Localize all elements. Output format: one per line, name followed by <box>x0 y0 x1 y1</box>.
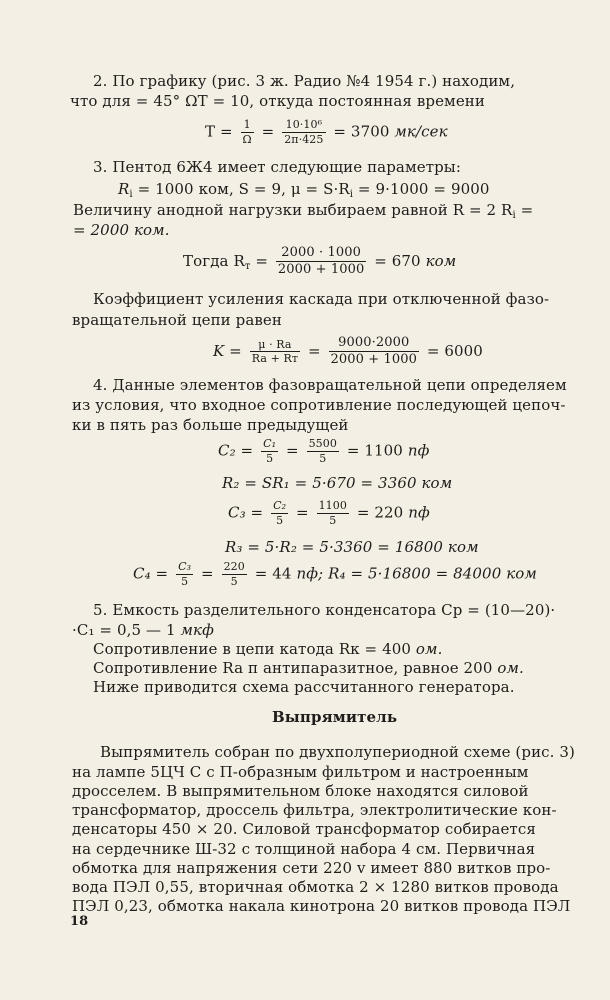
section-line: обмотка для напряжения сети 220 v имеет 880 витков про- <box>72 859 551 877</box>
section-line: Выпрямитель собран по двухполупериодной схеме (рис. 3) <box>100 743 576 761</box>
p3-line3: Величину анодной нагрузки выбираем равной R = 2 $R_i$ = <box>73 201 534 221</box>
gain-frac2: $\frac{9000\cdot 2000}{2000 + 1000}$ <box>330 335 417 368</box>
gain-frac1: $\frac{\mu \cdot Ra}{Ra + Rт}$ <box>251 337 299 366</box>
section-line: на сердечнике Ш-32 с толщиной набора 4 см. Первичная <box>72 840 536 858</box>
section-line: на лампе 5ЦЧ С с П-образным фильтром и настроенным <box>72 763 529 781</box>
p2-unit: мк/сек <box>394 122 448 141</box>
p4-c3-frac2: $\frac{1100}{5}$ <box>318 499 347 527</box>
p4-c4-frac2: $\frac{220}{5}$ <box>223 560 245 588</box>
section-line: трансформатор, дроссель фильтра, электролитические кон- <box>72 801 557 819</box>
p4-line3: ки в пять раз больше предыдущей <box>72 416 349 434</box>
p2-frac2: $\frac{\text{10·10⁶}}{2\pi\cdot 425}$ <box>284 118 324 146</box>
gain-line1: Коэффициент усиления каскада при отключенной фазо- <box>93 290 550 308</box>
section-title: Выпрямитель <box>272 708 398 726</box>
p3-line1: 3. Пентод 6Ж4 имеет следующие параметры: <box>93 158 461 176</box>
p4-formula-c3: C₃ = $\frac{\text{C₂}}{5}$ = $\frac{1100}{5}$ = 220 пф <box>228 499 430 527</box>
p2-result: = 3700 <box>333 122 390 141</box>
p2-frac1: $\frac{1}{\Omega}$ <box>242 118 252 146</box>
page-number: 18 <box>70 914 89 929</box>
section-line: вода ПЭЛ 0,55, вторичная обмотка 2 × 1280 витков провода <box>72 878 559 896</box>
p4-c4-frac1: $\frac{\text{C₃}}{5}$ <box>178 560 192 588</box>
p4-c2-frac2: $\frac{5500}{5}$ <box>308 437 337 465</box>
p4-line2: из условия, что входное сопротивление последующей цепоч- <box>72 396 566 414</box>
p4-line1: 4. Данные элементов фазовращательной цепи определяем <box>93 376 567 394</box>
p2-formula-lhs: T = <box>205 122 233 141</box>
p2-formula: T = $\frac{1}{\Omega}$ = $\frac{\text{10·10⁶}}{2\pi\cdot 425}$ = 3700 мк/сек <box>205 118 448 146</box>
gain-line2: вращательной цепи равен <box>72 311 282 329</box>
p4-formula-c4: C₄ = $\frac{\text{C₃}}{5}$ = $\frac{220}{5}$ = 44 пф; R₄ = 5·16800 = 84000 ком <box>133 560 537 588</box>
section-line: денсаторы 450 × 20. Силовой трансформатор собирается <box>72 820 536 838</box>
p5-line5: Ниже приводится схема рассчитанного генератора. <box>93 678 515 696</box>
p5-line2: ·C₁ = 0,5 — 1 мкф <box>72 621 214 639</box>
gain-formula: K = $\frac{\mu \cdot Ra}{Ra + Rт}$ = $\frac{9000\cdot 2000}{2000 + 1000}$ = 6000 <box>213 335 483 368</box>
p5-line4: Сопротивление Ra п антипаразитное, равное 200 ом. <box>93 659 524 677</box>
p4-formula-r2: R₂ = SR₁ = 5·670 = 3360 ком <box>222 474 453 492</box>
p5-line3: Сопротивление в цепи катода Rк = 400 ом. <box>93 640 443 658</box>
p2-line2: что для = 45° ΩТ = 10, откуда постоянная времени <box>70 92 485 110</box>
section-line: дросселем. В выпрямительном блоке находятся силовой <box>72 782 529 800</box>
p4-c3-frac1: $\frac{\text{C₂}}{5}$ <box>273 499 287 527</box>
p4-formula-c2: C₂ = $\frac{\text{C₁}}{5}$ = $\frac{5500}{5}$ = 1100 пф <box>218 437 430 465</box>
p2-line1: 2. По графику (рис. 3 ж. Радио №4 1954 г.) находим, <box>93 72 516 90</box>
p3-then-frac: $\frac{2000 \cdot 1000}{2000 + 1000}$ <box>277 245 365 278</box>
p3-then-formula: Тогда $R_т$ = $\frac{2000 \cdot 1000}{2000 + 1000}$ = 670 ком <box>183 245 457 278</box>
p3-line2: $R_i = 1000$ ком, S = 9, $\mu = S\cdot R_i = 9\cdot 1000 = 9000$ <box>118 180 490 200</box>
p3-line4: = 2000 ком. <box>73 221 170 239</box>
p4-c2-frac1: $\frac{\text{C₁}}{5}$ <box>263 437 277 465</box>
section-line: ПЭЛ 0,23, обмотка накала кинотрона 20 витков провода ПЭЛ <box>72 897 571 915</box>
p5-line1: 5. Емкость разделительного конденсатора Cр = (10—20)· <box>93 601 556 619</box>
p4-formula-r3: R₃ = 5·R₂ = 5·3360 = 16800 ком <box>225 538 479 556</box>
